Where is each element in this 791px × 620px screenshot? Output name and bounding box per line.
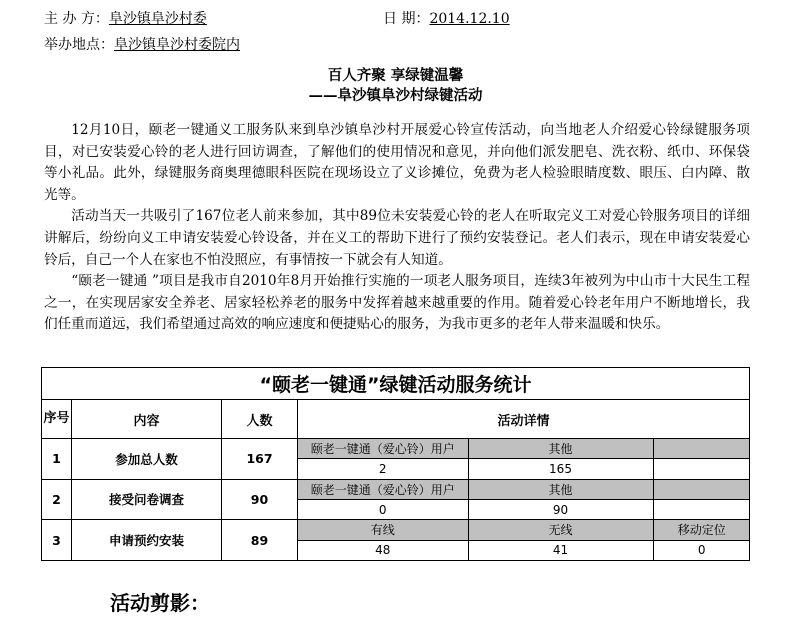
host-value: 阜沙镇阜沙村委 <box>108 11 207 27</box>
table-row <box>42 479 750 520</box>
detail-label <box>653 480 750 500</box>
paragraph: “颐老一键通 ”项目是我市自2010年8月开始推行实施的一项老人服务项目，连续3年被列为中山市十大民生工程之一，在实现居家安全养老、居家轻松养老的服务中发挥着越来越重要的作用。随着爱心铃老年用户不断地增长，我们任重而道远，我们希望通过高效的响应速度和便捷贴心的服务，为我市更多的老年人带来温暖和快乐。 <box>44 273 750 333</box>
detail-value: 48 <box>298 540 468 560</box>
article-title: 百人齐聚 享绿键温馨 <box>327 67 464 84</box>
detail-label: 无线 <box>468 520 653 540</box>
date-line <box>383 10 510 28</box>
detail-value: 90 <box>468 499 653 519</box>
header-detail: 活动详情 <box>298 400 750 439</box>
detail-label: 有线 <box>298 520 468 540</box>
detail-label <box>653 439 750 459</box>
paragraph: 12月10日，颐老一键通义工服务队来到阜沙镇阜沙村开展爱心铃宣传活动，向当地老人介绍爱心铃绿键服务项目，对已安装爱心铃的老人进行回访调查，了解他们的使用情况和意见，并向他们派发肥皂、洗衣粉、纸巾、环保袋等小礼品。此外，绿键服务商奥理德眼科医院在现场设立了义诊摊位，免费为老人检验眼睛度数、眼压、白内障、散光等。 <box>44 122 750 203</box>
row-seq: 3 <box>42 520 72 561</box>
detail-label: 其他 <box>468 439 653 459</box>
table-row <box>42 520 750 561</box>
detail-label: 其他 <box>468 480 653 500</box>
article-subtitle: ——阜沙镇阜沙村绿键活动 <box>308 87 483 104</box>
detail-value: 0 <box>298 499 468 519</box>
row-seq: 2 <box>42 479 72 520</box>
detail-value: 41 <box>468 540 653 560</box>
host-line <box>44 10 207 28</box>
detail-value: 165 <box>468 459 653 479</box>
row-detail <box>298 439 750 480</box>
venue-line <box>44 36 240 54</box>
stats-table <box>41 367 750 561</box>
detail-value: 0 <box>653 540 750 560</box>
row-content: 接受问卷调查 <box>72 479 222 520</box>
detail-label: 移动定位 <box>653 520 750 540</box>
detail-value <box>653 499 750 519</box>
detail-value: 2 <box>298 459 468 479</box>
section-title: 活动剪影： <box>110 591 210 615</box>
header-count: 人数 <box>222 400 298 439</box>
row-content: 参加总人数 <box>72 439 222 480</box>
row-content: 申请预约安装 <box>72 520 222 561</box>
venue-value: 阜沙镇阜沙村委院内 <box>114 37 240 53</box>
table-caption: “颐老一键通”绿键活动服务统计 <box>42 368 750 400</box>
row-count: 167 <box>222 439 298 480</box>
row-seq: 1 <box>42 439 72 480</box>
paragraph: 活动当天一共吸引了167位老人前来参加，其中89位未安装爱心铃的老人在听取完义工对爱心铃服务项目的详细讲解后，纷纷向义工申请安装爱心铃设备，并在义工的帮助下进行了预约安装登记。老人们表示，现在申请安装爱心铃后，自己一个人在家也不怕没照应，有事情按一下就会有人知道。 <box>44 208 750 268</box>
table-row <box>42 439 750 480</box>
date-label: 日 期： <box>383 11 430 27</box>
venue-label: 举办地点： <box>44 37 114 53</box>
row-count: 89 <box>222 520 298 561</box>
date-value: 2014.12.10 <box>429 11 510 27</box>
detail-label: 颐老一键通（爱心铃）用户 <box>298 480 468 500</box>
host-label: 主 办 方： <box>44 11 109 27</box>
detail-label: 颐老一键通（爱心铃）用户 <box>298 439 468 459</box>
article-body <box>44 120 750 336</box>
detail-value <box>653 459 750 479</box>
row-detail <box>298 479 750 520</box>
header-content: 内容 <box>72 400 222 439</box>
header-seq: 序号 <box>42 400 72 439</box>
row-detail <box>298 520 750 561</box>
row-count: 90 <box>222 479 298 520</box>
